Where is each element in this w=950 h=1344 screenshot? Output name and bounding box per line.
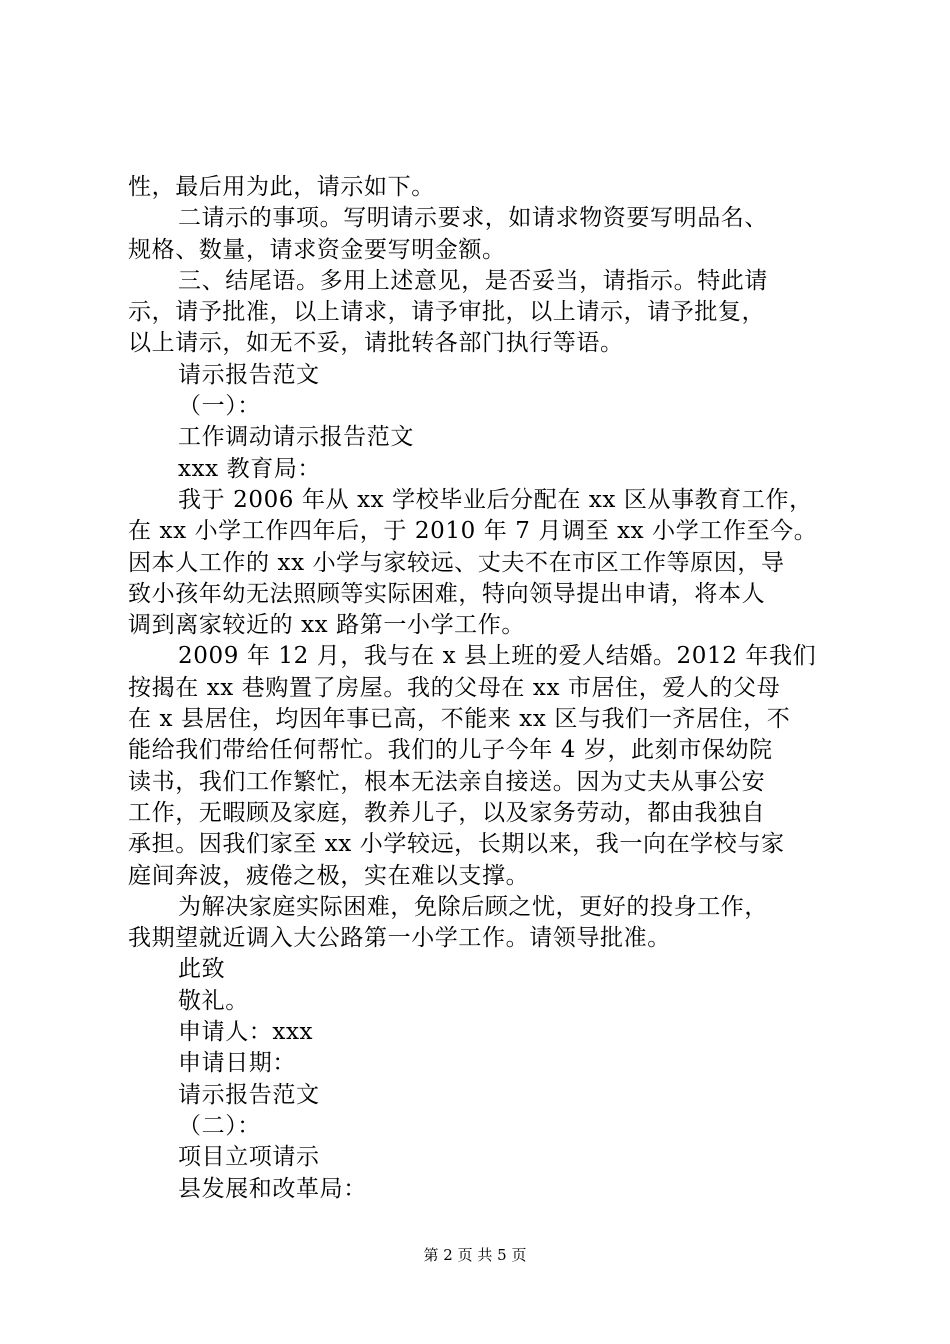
text-line: 工作调动请示报告范文	[178, 424, 414, 451]
text-line: 致小孩年幼无法照顾等实际困难，特向领导提出申请，将本人	[128, 580, 766, 607]
text-line: 在 x 县居住，均因年事已高，不能来 xx 区与我们一齐居住，不	[128, 706, 791, 733]
text-line: 调到离家较近的 xx 路第一小学工作。	[128, 612, 525, 639]
text-line: 工作，无暇顾及家庭，教养儿子，以及家务劳动，都由我独自	[128, 799, 766, 826]
text-line: 此致	[178, 956, 226, 983]
text-line: 二请示的事项。写明请示要求，如请求物资要写明品名、	[178, 205, 768, 232]
text-line: 请示报告范文	[178, 1081, 320, 1108]
text-line: 能给我们带给任何帮忙。我们的儿子今年 4 岁，此刻市保幼院	[128, 737, 773, 764]
text-line: 示，请予批准，以上请求，请予审批，以上请示，请予批复，	[128, 299, 766, 326]
text-line: （一）：	[178, 393, 261, 420]
text-line: xxx 教育局：	[178, 455, 322, 482]
text-line: 2009 年 12 月，我与在 x 县上班的爱人结婚。2012 年我们	[178, 643, 817, 670]
document-body	[128, 172, 838, 1205]
text-line: 读书，我们工作繁忙，根本无法亲自接送。因为丈夫从事公安	[128, 768, 766, 795]
text-line: 以上请示，如无不妥，请批转各部门执行等语。	[128, 330, 624, 357]
text-line: 我于 2006 年从 xx 学校毕业后分配在 xx 区从事教育工作，	[178, 486, 813, 513]
text-line: 庭间奔波，疲倦之极，实在难以支撑。	[128, 862, 530, 889]
page-footer: 第 2 页 共 5 页	[423, 1246, 527, 1264]
text-line: 因本人工作的 xx 小学与家较远、丈夫不在市区工作等原因，导	[128, 549, 785, 576]
text-line: 规格、数量，请求资金要写明金额。	[128, 236, 506, 263]
text-line: 为解决家庭实际困难，免除后顾之忧，更好的投身工作，	[178, 893, 768, 920]
text-line: （二）：	[178, 1112, 261, 1139]
text-line: 敬礼。	[178, 987, 249, 1014]
text-line: 我期望就近调入大公路第一小学工作。请领导批准。	[128, 925, 671, 952]
text-line: 按揭在 xx 巷购置了房屋。我的父母在 xx 市居住，爱人的父母	[128, 674, 781, 701]
text-line: 县发展和改革局：	[178, 1175, 367, 1202]
text-line: 三、结尾语。多用上述意见，是否妥当，请指示。特此请	[178, 267, 768, 294]
text-line: 申请日期：	[178, 1050, 296, 1077]
text-line: 承担。因我们家至 xx 小学较远，长期以来，我一向在学校与家	[128, 831, 785, 858]
text-line: 请示报告范文	[178, 361, 320, 388]
text-line: 项目立项请示	[178, 1144, 320, 1171]
text-line: 性，最后用为此，请示如下。	[128, 174, 435, 200]
text-line: 申请人：xxx	[178, 1019, 314, 1046]
text-line: 在 xx 小学工作四年后，于 2010 年 7 月调至 xx 小学工作至今。	[128, 518, 818, 545]
